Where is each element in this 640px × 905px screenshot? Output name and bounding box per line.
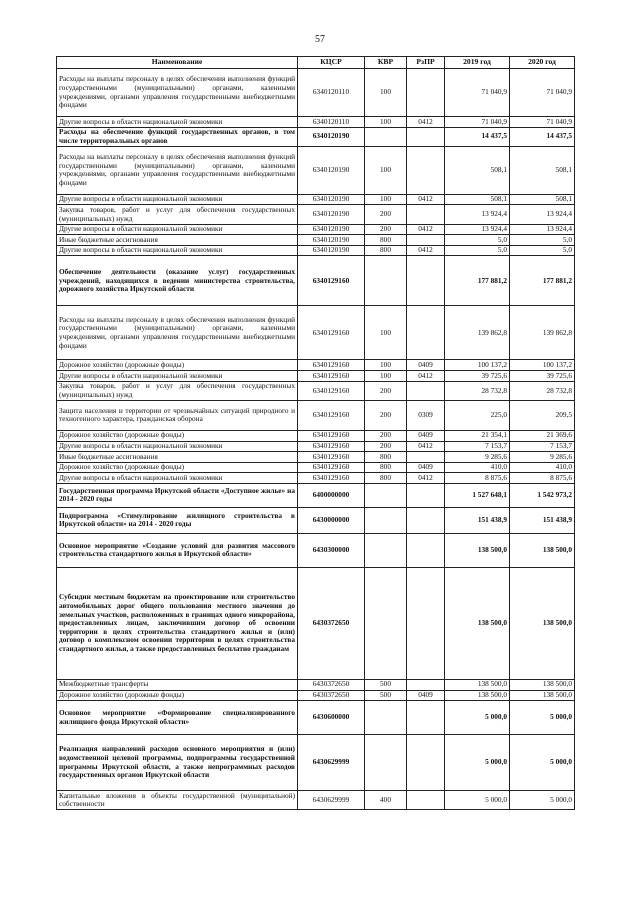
cell-kcsr: 6340120190	[298, 127, 365, 146]
cell-kvr: 200	[365, 224, 407, 235]
cell-2020: 177 881,2	[510, 256, 575, 306]
cell-name: Защита населения и территории от чрезвычайных ситуаций природного и техногенного характера, гражданская оборона	[57, 400, 298, 430]
header-kvr: КВР	[365, 57, 407, 69]
cell-rzpr	[407, 533, 445, 567]
cell-name: Расходы на выплаты персоналу в целях обеспечения выполнения функций государственными (муниципальными) органами, казенными учреждениями, органами управления государственными внебюджетными фондами	[57, 146, 298, 194]
cell-kcsr: 6340129160	[298, 473, 365, 484]
cell-name: Иные бюджетные ассигнования	[57, 235, 298, 246]
cell-2019: 71 040,9	[445, 69, 510, 117]
cell-rzpr	[407, 679, 445, 690]
cell-kvr	[365, 483, 407, 507]
cell-kcsr: 6340129160	[298, 256, 365, 306]
cell-name: Закупка товаров, работ и услуг для обеспечения государственных (муниципальных) нужд	[57, 205, 298, 224]
cell-kvr: 200	[365, 400, 407, 430]
cell-rzpr	[407, 205, 445, 224]
cell-2019: 138 500,0	[445, 567, 510, 679]
cell-rzpr	[407, 306, 445, 360]
cell-rzpr: 0409	[407, 360, 445, 371]
table-row	[57, 235, 575, 246]
cell-2019: 177 881,2	[445, 256, 510, 306]
cell-rzpr: 0412	[407, 194, 445, 205]
cell-2019: 508,1	[445, 194, 510, 205]
cell-kcsr: 6430372650	[298, 679, 365, 690]
table-row	[57, 360, 575, 371]
cell-kcsr: 6430300000	[298, 533, 365, 567]
cell-2020: 9 285,6	[510, 452, 575, 463]
cell-kvr: 500	[365, 690, 407, 701]
cell-rzpr	[407, 483, 445, 507]
cell-kcsr: 6430600000	[298, 701, 365, 735]
cell-kcsr: 6430000000	[298, 507, 365, 533]
cell-name: Основное мероприятие «Формирование специализированного жилищного фонда Иркутской области»	[57, 701, 298, 735]
cell-name: Дорожное хозяйство (дорожные фонды)	[57, 430, 298, 441]
cell-rzpr: 0409	[407, 430, 445, 441]
table-row	[57, 507, 575, 533]
table-row	[57, 567, 575, 679]
table-row	[57, 256, 575, 306]
cell-name: Расходы на обеспечение функций государственных органов, в том числе территориальных органов	[57, 127, 298, 146]
cell-kcsr: 6340120190	[298, 146, 365, 194]
cell-2020: 13 924,4	[510, 224, 575, 235]
budget-table	[56, 56, 575, 810]
cell-name: Обеспечение деятельности (оказание услуг) государственных учреждений, находящихся в ведении министерства строительства, дорожного хозяйства Иркутской области	[57, 256, 298, 306]
cell-name: Основное мероприятие «Создание условий для развития массового строительства стандартного жилья в Иркутской области»	[57, 533, 298, 567]
cell-rzpr	[407, 146, 445, 194]
table-row	[57, 690, 575, 701]
cell-2020: 5 000,0	[510, 701, 575, 735]
table-header-row	[57, 57, 575, 69]
cell-kcsr: 6340129160	[298, 371, 365, 382]
table-row	[57, 69, 575, 117]
cell-kcsr: 6340120190	[298, 194, 365, 205]
cell-2020: 5 000,0	[510, 791, 575, 810]
cell-kcsr: 6430372650	[298, 690, 365, 701]
cell-kvr: 400	[365, 791, 407, 810]
cell-2020: 13 924,4	[510, 205, 575, 224]
cell-2020: 5,0	[510, 235, 575, 246]
cell-kvr: 100	[365, 360, 407, 371]
cell-name: Другие вопросы в области национальной экономики	[57, 224, 298, 235]
table-row	[57, 127, 575, 146]
cell-2020: 100 137,2	[510, 360, 575, 371]
cell-kcsr: 6430372650	[298, 567, 365, 679]
cell-kcsr: 6340120110	[298, 69, 365, 117]
cell-2020: 139 862,8	[510, 306, 575, 360]
cell-kcsr: 6430629999	[298, 735, 365, 791]
table-row	[57, 205, 575, 224]
cell-2020: 8 875,6	[510, 473, 575, 484]
cell-2019: 5 000,0	[445, 735, 510, 791]
cell-name: Другие вопросы в области национальной экономики	[57, 245, 298, 256]
cell-2020: 138 500,0	[510, 690, 575, 701]
table-row	[57, 400, 575, 430]
cell-2020: 5,0	[510, 245, 575, 256]
cell-rzpr	[407, 791, 445, 810]
cell-name: Расходы на выплаты персоналу в целях обеспечения выполнения функций государственными (муниципальными) органами, казенными учреждениями, органами управления государственными внебюджетными фондами	[57, 69, 298, 117]
cell-kvr	[365, 701, 407, 735]
cell-name: Другие вопросы в области национальной экономики	[57, 371, 298, 382]
cell-kvr	[365, 256, 407, 306]
cell-rzpr: 0409	[407, 690, 445, 701]
cell-rzpr	[407, 701, 445, 735]
table-row	[57, 533, 575, 567]
cell-2020: 410,0	[510, 462, 575, 473]
cell-2020: 21 369,6	[510, 430, 575, 441]
cell-2019: 13 924,4	[445, 205, 510, 224]
cell-2019: 5 000,0	[445, 791, 510, 810]
cell-2019: 9 285,6	[445, 452, 510, 463]
cell-2019: 1 527 648,1	[445, 483, 510, 507]
header-name: Наименование	[57, 57, 298, 69]
cell-name: Дорожное хозяйство (дорожные фонды)	[57, 360, 298, 371]
cell-2019: 39 725,6	[445, 371, 510, 382]
cell-kvr: 800	[365, 245, 407, 256]
cell-rzpr: 0412	[407, 441, 445, 452]
cell-kvr: 200	[365, 205, 407, 224]
table-row	[57, 224, 575, 235]
cell-2020: 138 500,0	[510, 679, 575, 690]
cell-2019: 5,0	[445, 245, 510, 256]
cell-2019: 28 732,8	[445, 381, 510, 400]
cell-kcsr: 6340120190	[298, 205, 365, 224]
cell-2019: 138 500,0	[445, 690, 510, 701]
cell-kvr: 200	[365, 381, 407, 400]
cell-kcsr: 6430629999	[298, 791, 365, 810]
cell-kvr: 800	[365, 452, 407, 463]
cell-2019: 13 924,4	[445, 224, 510, 235]
table-row	[57, 117, 575, 128]
cell-kcsr: 6340129160	[298, 452, 365, 463]
cell-kcsr: 6340129160	[298, 430, 365, 441]
cell-name: Реализация направлений расходов основного мероприятия и (или) ведомственной целевой программы, подпрограммы государственной программы Иркутской области, а также непрограммных расходов государственных органов Иркутской области	[57, 735, 298, 791]
cell-kcsr: 6400000000	[298, 483, 365, 507]
table-row	[57, 146, 575, 194]
header-2019: 2019 год	[445, 57, 510, 69]
cell-2020: 39 725,6	[510, 371, 575, 382]
cell-kcsr: 6340129160	[298, 381, 365, 400]
cell-2019: 21 354,1	[445, 430, 510, 441]
cell-2019: 225,0	[445, 400, 510, 430]
cell-2019: 8 875,6	[445, 473, 510, 484]
cell-kcsr: 6340129160	[298, 360, 365, 371]
cell-name: Иные бюджетные ассигнования	[57, 452, 298, 463]
table-row	[57, 381, 575, 400]
cell-name: Подпрограмма «Стимулирование жилищного строительства в Иркутской области» на 2014 - 2020 годы	[57, 507, 298, 533]
cell-2020: 5 000,0	[510, 735, 575, 791]
cell-kcsr: 6340120110	[298, 117, 365, 128]
header-rzpr: РзПР	[407, 57, 445, 69]
cell-2019: 7 153,7	[445, 441, 510, 452]
cell-name: Дорожное хозяйство (дорожные фонды)	[57, 690, 298, 701]
cell-rzpr: 0412	[407, 245, 445, 256]
cell-kvr: 800	[365, 473, 407, 484]
cell-2020: 28 732,8	[510, 381, 575, 400]
table-row	[57, 306, 575, 360]
table-row	[57, 194, 575, 205]
cell-2019: 138 500,0	[445, 533, 510, 567]
cell-kcsr: 6340120190	[298, 245, 365, 256]
cell-2019: 71 040,9	[445, 117, 510, 128]
cell-rzpr: 0409	[407, 462, 445, 473]
cell-2019: 5,0	[445, 235, 510, 246]
cell-2019: 508,1	[445, 146, 510, 194]
cell-rzpr	[407, 127, 445, 146]
table-row	[57, 462, 575, 473]
cell-2019: 151 438,9	[445, 507, 510, 533]
cell-2019: 138 500,0	[445, 679, 510, 690]
cell-rzpr	[407, 69, 445, 117]
cell-name: Межбюджетные трансферты	[57, 679, 298, 690]
cell-kvr: 500	[365, 679, 407, 690]
cell-name: Субсидии местным бюджетам на проектирование или строительство автомобильных дорог общего пользования местного значения до земельных участков, расположенных в границах одного микрорайона, предоставленных лицам, заключившим договор об освоении территории в целях строительства стандартного жилья и (или) договор о комплексном освоении территории в целях строительства стандартного жилья, а также предоставленных бесплатно гражданам	[57, 567, 298, 679]
cell-kcsr: 6340129160	[298, 441, 365, 452]
cell-kvr	[365, 567, 407, 679]
cell-name: Другие вопросы в области национальной экономики	[57, 441, 298, 452]
cell-2020: 138 500,0	[510, 533, 575, 567]
cell-kvr	[365, 507, 407, 533]
cell-kvr: 100	[365, 69, 407, 117]
table-row	[57, 483, 575, 507]
cell-2019: 139 862,8	[445, 306, 510, 360]
table-row	[57, 473, 575, 484]
cell-name: Капитальные вложения в объекты государственной (муниципальной) собственности	[57, 791, 298, 810]
table-row	[57, 791, 575, 810]
cell-name: Расходы на выплаты персоналу в целях обеспечения выполнения функций государственными (муниципальными) органами, казенными учреждениями, органами управления государственными внебюджетными фондами	[57, 306, 298, 360]
cell-kvr	[365, 735, 407, 791]
cell-kcsr: 6340129160	[298, 462, 365, 473]
cell-2019: 5 000,0	[445, 701, 510, 735]
cell-rzpr	[407, 735, 445, 791]
cell-rzpr: 0309	[407, 400, 445, 430]
table-row	[57, 371, 575, 382]
cell-kvr: 100	[365, 146, 407, 194]
cell-name: Другие вопросы в области национальной экономики	[57, 473, 298, 484]
cell-kvr: 200	[365, 430, 407, 441]
cell-name: Другие вопросы в области национальной экономики	[57, 117, 298, 128]
cell-name: Государственная программа Иркутской области «Доступное жилье» на 2014 - 2020 годы	[57, 483, 298, 507]
header-2020: 2020 год	[510, 57, 575, 69]
cell-kvr: 800	[365, 462, 407, 473]
table-body	[57, 69, 575, 810]
cell-kvr	[365, 533, 407, 567]
cell-2020: 71 040,9	[510, 69, 575, 117]
cell-2020: 7 153,7	[510, 441, 575, 452]
cell-kvr: 100	[365, 371, 407, 382]
cell-kvr: 100	[365, 306, 407, 360]
cell-2019: 410,0	[445, 462, 510, 473]
cell-2020: 14 437,5	[510, 127, 575, 146]
cell-2019: 100 137,2	[445, 360, 510, 371]
cell-rzpr	[407, 567, 445, 679]
cell-kvr: 200	[365, 441, 407, 452]
table-row	[57, 735, 575, 791]
cell-name: Другие вопросы в области национальной экономики	[57, 194, 298, 205]
cell-2020: 209,5	[510, 400, 575, 430]
page-number: 57	[315, 34, 325, 45]
cell-2020: 71 040,9	[510, 117, 575, 128]
cell-name: Закупка товаров, работ и услуг для обеспечения государственных (муниципальных) нужд	[57, 381, 298, 400]
cell-rzpr: 0412	[407, 224, 445, 235]
cell-kvr: 800	[365, 235, 407, 246]
cell-rzpr: 0412	[407, 371, 445, 382]
cell-rzpr	[407, 235, 445, 246]
cell-kvr: 100	[365, 194, 407, 205]
cell-kcsr: 6340129160	[298, 306, 365, 360]
cell-kcsr: 6340120190	[298, 235, 365, 246]
cell-rzpr	[407, 381, 445, 400]
cell-rzpr: 0412	[407, 473, 445, 484]
cell-2020: 138 500,0	[510, 567, 575, 679]
cell-2020: 1 542 973,2	[510, 483, 575, 507]
table-row	[57, 701, 575, 735]
cell-name: Дорожное хозяйство (дорожные фонды)	[57, 462, 298, 473]
cell-rzpr	[407, 256, 445, 306]
cell-2020: 508,1	[510, 194, 575, 205]
cell-2020: 151 438,9	[510, 507, 575, 533]
table-row	[57, 679, 575, 690]
cell-2020: 508,1	[510, 146, 575, 194]
table-row	[57, 452, 575, 463]
cell-rzpr	[407, 507, 445, 533]
header-kcsr: КЦСР	[298, 57, 365, 69]
cell-kcsr: 6340120190	[298, 224, 365, 235]
cell-rzpr	[407, 452, 445, 463]
cell-kcsr: 6340129160	[298, 400, 365, 430]
cell-kvr: 100	[365, 117, 407, 128]
cell-rzpr: 0412	[407, 117, 445, 128]
table-row	[57, 430, 575, 441]
cell-2019: 14 437,5	[445, 127, 510, 146]
table-row	[57, 441, 575, 452]
cell-kvr	[365, 127, 407, 146]
table-row	[57, 245, 575, 256]
